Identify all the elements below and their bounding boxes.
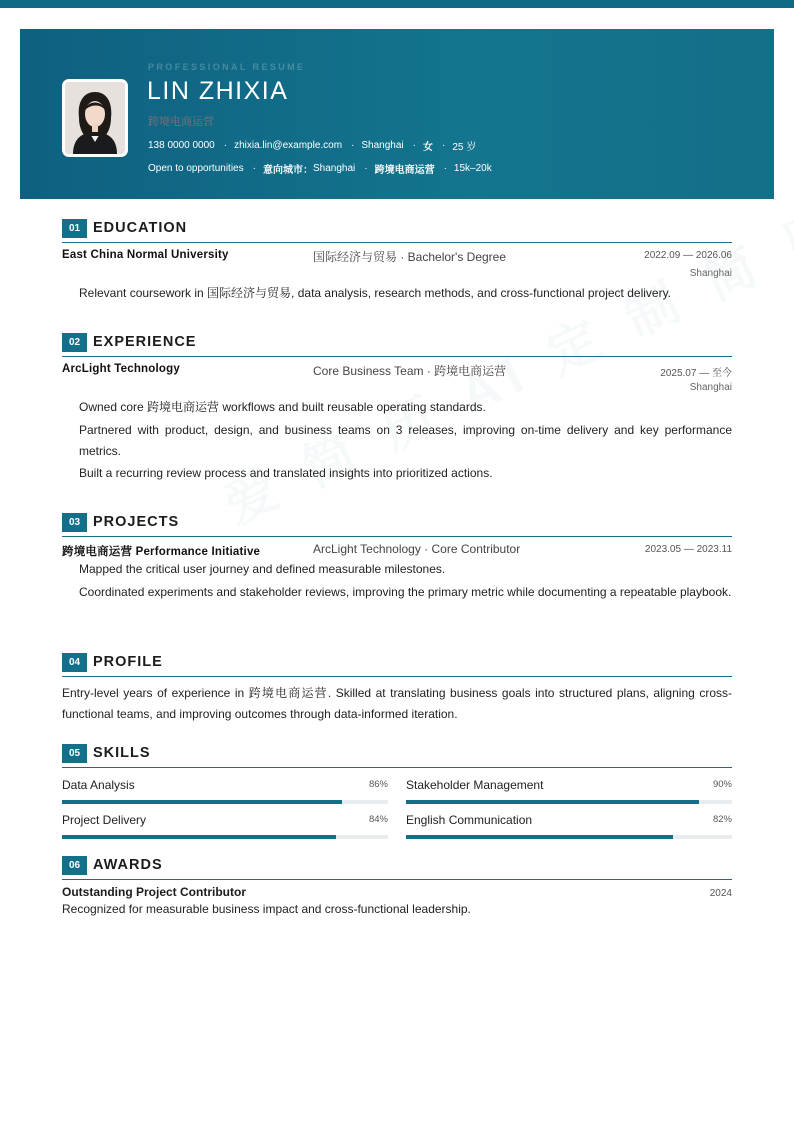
separator-dot: ·	[223, 140, 228, 151]
section-header	[62, 513, 732, 537]
job-intent-row	[148, 161, 492, 176]
experience-bullets	[79, 397, 732, 484]
target-city: Shanghai	[312, 163, 356, 174]
award-year: 2024	[709, 888, 732, 899]
awards-section	[62, 856, 732, 916]
header-eyebrow: PROFESSIONAL RESUME	[148, 62, 306, 72]
section-title: AWARDS	[93, 857, 163, 873]
skill-percent: 86%	[368, 779, 388, 790]
section-number: 05	[62, 744, 87, 763]
section-title: PROFILE	[93, 654, 163, 670]
section-header	[62, 653, 732, 677]
section-number: 03	[62, 513, 87, 532]
degree-info: 国际经济与贸易 · Bachelor's Degree	[313, 250, 507, 264]
company-name: ArcLight Technology	[62, 363, 180, 375]
profile-section	[62, 653, 732, 724]
skill-percent: 84%	[368, 814, 388, 825]
expected-salary: 15k–20k	[453, 163, 492, 174]
profile-summary: Entry-level years of experience in 跨境电商运营. Skilled at translating business goals into structured plans, aligning cross-functional teams, and improving outcomes through data-informed iteration.	[62, 686, 732, 721]
list-item: Mapped the critical user journey and defined measurable milestones.	[79, 562, 446, 576]
section-header	[62, 856, 732, 880]
skill-name: Project Delivery	[62, 813, 147, 827]
experience-entry	[62, 357, 732, 377]
skill-item	[62, 803, 388, 838]
projects-section	[62, 513, 732, 603]
list-item: Built a recurring review process and translated insights into prioritized actions.	[79, 466, 493, 480]
experience-section	[62, 333, 732, 484]
skill-item	[406, 803, 732, 838]
education-entry	[62, 243, 732, 263]
list-item: Owned core 跨境电商运营 workflows and built reusable operating standards.	[79, 400, 486, 414]
separator-dot: ·	[442, 140, 446, 151]
section-title: EXPERIENCE	[93, 334, 197, 350]
age: 25 岁	[452, 142, 477, 153]
target-role: 跨境电商运营	[374, 165, 435, 176]
availability-status: Open to opportunities	[148, 163, 244, 174]
list-item: Relevant coursework in 国际经济与贸易, data analysis, research methods, and cross-functional project delivery.	[79, 286, 672, 300]
project-bullets	[79, 559, 732, 603]
entry-location: Shanghai	[689, 382, 732, 393]
separator-dot: ·	[443, 163, 447, 174]
section-number: 06	[62, 856, 87, 875]
skill-item	[62, 768, 388, 803]
section-title: EDUCATION	[93, 220, 188, 236]
section-header	[62, 744, 732, 768]
project-role: ArcLight Technology · Core Contributor	[313, 542, 521, 556]
skill-percent: 90%	[712, 779, 732, 790]
skills-grid	[62, 768, 732, 838]
list-item: Coordinated experiments and stakeholder reviews, improving the primary metric while documenting a repeatable playbook.	[79, 585, 732, 599]
phone-number: 138 0000 0000	[148, 140, 215, 151]
team-role: Core Business Team · 跨境电商运营	[313, 364, 507, 378]
location: Shanghai	[361, 140, 404, 151]
target-city-label: 意向城市：	[262, 165, 313, 176]
section-title: PROJECTS	[93, 514, 180, 530]
award-name: Outstanding Project Contributor	[62, 885, 246, 899]
skills-section	[62, 744, 732, 838]
profile-photo	[62, 79, 128, 157]
skill-item	[406, 768, 732, 803]
project-entry	[62, 537, 732, 557]
skill-bar-track	[406, 835, 732, 839]
list-item: Partnered with product, design, and business teams on 3 releases, improving on-time delivery and key performance metrics.	[79, 423, 732, 458]
skill-bar-track	[62, 835, 388, 839]
education-section	[62, 219, 732, 304]
education-details	[79, 283, 732, 304]
skill-bar-fill	[62, 835, 336, 839]
skill-name: Data Analysis	[62, 778, 135, 792]
contact-row	[148, 138, 476, 153]
date-range: 2022.09 — 2026.06	[644, 250, 732, 261]
section-number: 04	[62, 653, 87, 672]
section-header	[62, 219, 732, 243]
entry-location: Shanghai	[689, 268, 732, 279]
candidate-name: LIN ZHIXIA	[147, 77, 289, 105]
candidate-role: 跨境电商运营	[148, 116, 214, 128]
separator-dot: ·	[351, 140, 355, 151]
award-description: Recognized for measurable business impact and cross-functional leadership.	[62, 902, 471, 916]
skill-bar-fill	[406, 835, 673, 839]
separator-dot: ·	[412, 140, 416, 151]
section-header	[62, 333, 732, 357]
separator-dot: ·	[364, 163, 368, 174]
gender: 女	[423, 142, 433, 153]
skill-percent: 82%	[712, 814, 732, 825]
resume-header	[20, 29, 774, 199]
award-entry	[62, 880, 732, 900]
school-name: East China Normal University	[62, 249, 229, 261]
project-name: 跨境电商运营 Performance Initiative	[62, 546, 261, 558]
section-number: 01	[62, 219, 87, 238]
top-accent-strip	[0, 0, 794, 8]
skill-name: Stakeholder Management	[406, 778, 544, 792]
date-range: 2025.07 — 至今	[660, 368, 732, 379]
email-address: zhixia.lin@example.com	[234, 140, 343, 151]
separator-dot: ·	[252, 163, 256, 174]
date-range: 2023.05 — 2023.11	[644, 544, 732, 555]
skill-name: English Communication	[406, 813, 533, 827]
section-number: 02	[62, 333, 87, 352]
section-title: SKILLS	[93, 745, 151, 761]
